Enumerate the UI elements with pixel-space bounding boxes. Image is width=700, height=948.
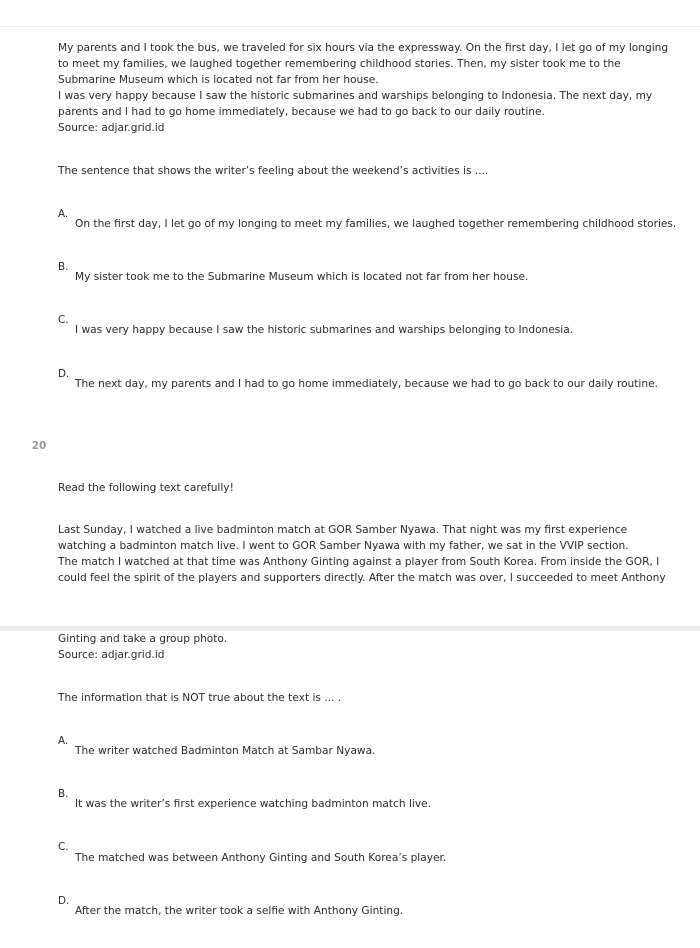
q19-option-b-letter: B. xyxy=(58,261,69,273)
q19-option-c-text[interactable]: I was very happy because I saw the historic submarines and warships belonging to Indonesia. xyxy=(75,324,574,336)
q20-option-a-text[interactable]: The writer watched Badminton Match at Sambar Nyawa. xyxy=(75,745,376,757)
q20-question: The information that is NOT true about the text is ... . xyxy=(58,692,342,704)
q20-passage-paragraph-2: The match I watched at that time was Anthony Ginting against a player from South Korea. From inside the GOR, I could feel the spirit of the players and supporters directly. After the match was over, I succeeded to meet Anthony xyxy=(58,556,666,584)
question-number-badge: 20 xyxy=(31,440,47,452)
q20-option-d-text[interactable]: After the match, the writer took a selfie with Anthony Ginting. xyxy=(75,905,404,917)
q19-option-d-letter: D. xyxy=(58,368,70,380)
q20-option-a-letter: A. xyxy=(58,735,69,747)
q20-passage-continued-text: Ginting and take a group photo. xyxy=(58,633,228,645)
q19-source: Source: adjar.grid.id xyxy=(58,122,165,134)
q19-question: The sentence that shows the writer’s feeling about the weekend’s activities is .... xyxy=(58,165,489,177)
q19-option-c-letter: C. xyxy=(58,314,69,326)
q20-option-b-text[interactable]: It was the writer’s first experience watching badminton match live. xyxy=(75,798,431,810)
q19-option-b-text[interactable]: My sister took me to the Submarine Museum which is located not far from her house. xyxy=(75,271,529,283)
q20-passage-continued xyxy=(58,631,678,663)
q19-passage-paragraph-1: My parents and I took the bus, we traveled for six hours via the expressway. On the first day, I let go of my longing to meet my families, we laughed together remembering childhood stories. Then, my sister took me to the Submarine Museum which is located not far from her house. xyxy=(58,42,669,86)
q20-option-d-letter: D. xyxy=(58,895,70,907)
q20-option-b-letter: B. xyxy=(58,788,69,800)
q20-option-c-text[interactable]: The matched was between Anthony Ginting and South Korea’s player. xyxy=(75,852,447,864)
q19-option-d-text[interactable]: The next day, my parents and I had to go home immediately, because we had to go back to our daily routine. xyxy=(75,378,658,390)
q19-option-a-letter: A. xyxy=(58,208,69,220)
q19-option-a-text[interactable]: On the first day, I let go of my longing to meet my families, we laughed together remembering childhood stories. xyxy=(75,218,677,230)
q19-passage xyxy=(58,40,678,136)
q20-passage-paragraph-1: Last Sunday, I watched a live badminton match at GOR Samber Nyawa. That night was my first experience watching a badminton match live. I went to GOR Samber Nyawa with my father, we sat in the VVIP section. xyxy=(58,524,629,552)
top-divider xyxy=(0,26,700,27)
q20-option-c-letter: C. xyxy=(58,841,69,853)
q19-passage-paragraph-2: I was very happy because I saw the historic submarines and warships belonging to Indonesia. The next day, my parents and I had to go home immediately, because we had to go back to our daily routine. xyxy=(58,90,653,118)
q20-source: Source: adjar.grid.id xyxy=(58,649,165,661)
q20-passage xyxy=(58,522,678,586)
q20-instruction: Read the following text carefully! xyxy=(58,482,234,494)
